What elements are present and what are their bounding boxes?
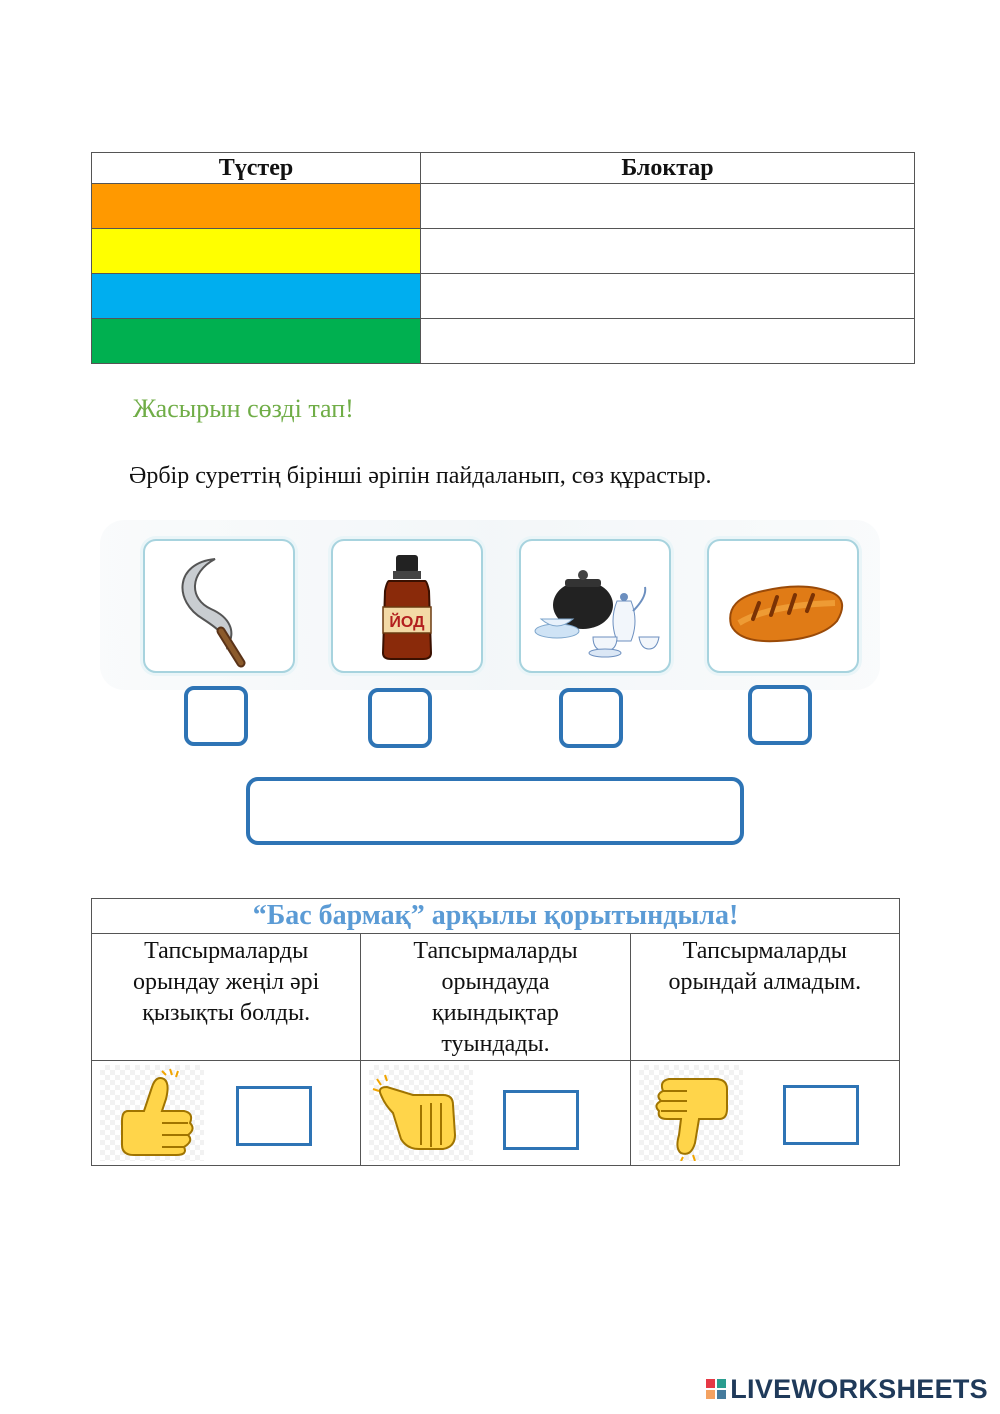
picture-card-bread xyxy=(707,539,859,673)
check-box-failed[interactable] xyxy=(783,1085,859,1145)
reflection-title: “Бас бармақ” арқылы қорытындыла! xyxy=(92,899,900,934)
blocks-header: Блоктар xyxy=(421,153,915,184)
section-title: Жасырын сөзді тап! xyxy=(133,394,354,423)
colors-blocks-table xyxy=(91,152,915,364)
block-answer-blue[interactable] xyxy=(421,274,915,319)
logo-text: LIVEWORKSHEETS xyxy=(730,1373,988,1404)
option-text-difficult: Тапсырмаларды орындауда қиындықтар туындады. xyxy=(361,934,630,1061)
letter-box-2[interactable] xyxy=(368,688,432,748)
option-easy-cell xyxy=(92,1061,361,1166)
tea-set-icon xyxy=(521,541,669,671)
color-swatch-yellow xyxy=(92,229,421,274)
sickle-icon xyxy=(145,541,293,671)
thumb-sideways-icon xyxy=(369,1065,473,1161)
option-failed-cell xyxy=(630,1061,899,1166)
block-answer-green[interactable] xyxy=(421,319,915,364)
colors-header: Түстер xyxy=(92,153,421,184)
color-swatch-blue xyxy=(92,274,421,319)
iodine-label: ЙОД xyxy=(389,614,425,631)
iodine-bottle-icon xyxy=(333,541,481,671)
thumbs-up-icon xyxy=(100,1065,204,1161)
instruction-text: Әрбір суреттің бірінші әріпін пайдаланып, сөз құрастыр. xyxy=(129,463,712,489)
thumbs-down-icon xyxy=(639,1065,743,1161)
option-difficult-cell xyxy=(361,1061,630,1166)
letter-box-4[interactable] xyxy=(748,685,812,745)
picture-card-iodine xyxy=(331,539,483,673)
liveworksheets-logo xyxy=(706,1372,988,1406)
bread-loaf-icon xyxy=(709,541,857,671)
letter-box-1[interactable] xyxy=(184,686,248,746)
check-box-difficult[interactable] xyxy=(503,1090,579,1150)
letter-box-3[interactable] xyxy=(559,688,623,748)
block-answer-yellow[interactable] xyxy=(421,229,915,274)
block-answer-orange[interactable] xyxy=(421,184,915,229)
picture-card-sickle xyxy=(143,539,295,673)
option-text-easy: Тапсырмаларды орындау жеңіл әрі қызықты болды. xyxy=(92,934,361,1061)
check-box-easy[interactable] xyxy=(236,1086,312,1146)
picture-card-tea-set xyxy=(519,539,671,673)
option-text-failed: Тапсырмаларды орындай алмадым. xyxy=(630,934,899,1061)
color-swatch-orange xyxy=(92,184,421,229)
word-answer-box[interactable] xyxy=(246,777,744,845)
color-swatch-green xyxy=(92,319,421,364)
reflection-table xyxy=(91,898,900,1166)
logo-mark-icon xyxy=(706,1379,726,1399)
